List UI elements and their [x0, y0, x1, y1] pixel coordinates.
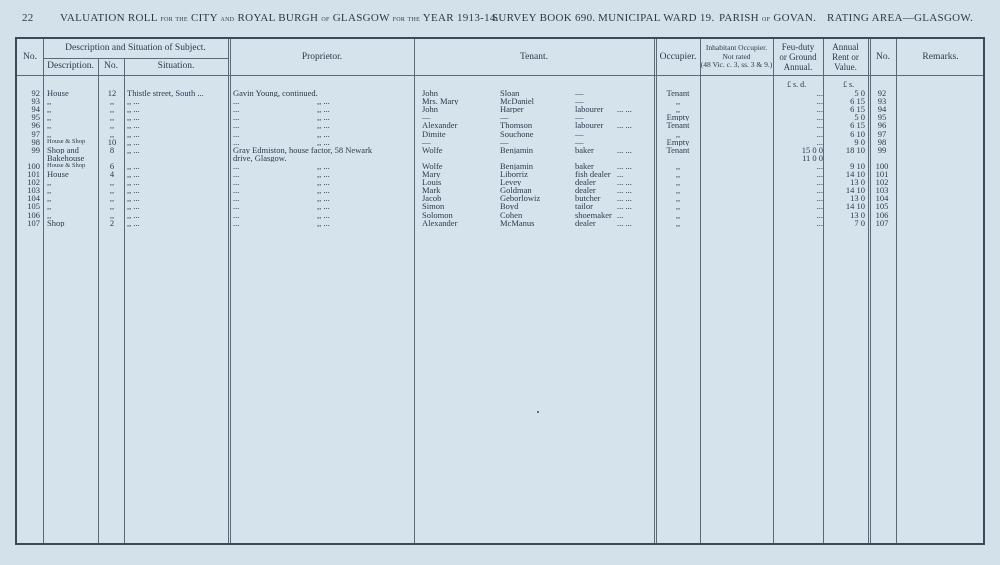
row-no: 100	[27, 161, 40, 170]
row-no: 94	[31, 105, 40, 114]
row-ts: Harper	[500, 105, 524, 114]
row-no2: 107	[875, 218, 889, 227]
row-occ2: ... ...	[617, 202, 632, 211]
row-sit: ,, ...	[127, 210, 140, 219]
row-no2: 97	[877, 129, 887, 138]
rent-line: Rent or	[832, 52, 859, 62]
row-no: 106	[27, 210, 40, 219]
row-dno: 4	[109, 170, 115, 178]
row-status: ,,	[675, 129, 681, 138]
row-status: ,,	[675, 105, 681, 114]
rating-area: RATING AREA—GLASGOW.	[827, 12, 974, 24]
row-dno: 2	[109, 218, 115, 227]
row-desc: House & Shop	[47, 137, 86, 145]
row-prop: ...	[233, 97, 240, 106]
row-feu: ...	[816, 89, 823, 97]
row-pq: ,, ...	[317, 186, 330, 195]
row-tf: John	[422, 89, 439, 97]
col-desc-no: No.	[104, 61, 118, 71]
row-prop: ...	[233, 121, 240, 130]
row-feu: ...	[816, 178, 823, 187]
row-no2: 101	[875, 170, 889, 178]
table-row	[17, 202, 983, 210]
rent-currency-head: £ s.	[843, 80, 855, 89]
row-sit: ,, ...	[127, 202, 140, 211]
row-sit: ,, ...	[127, 170, 140, 178]
row-sit: ,, ...	[127, 178, 140, 187]
row-no: 92	[31, 89, 40, 97]
row-prop: Gavin Young, continued.	[233, 89, 318, 97]
row-pq: ,, ...	[317, 202, 330, 211]
parish-part: of	[761, 14, 771, 23]
row-dno: ,,	[109, 113, 115, 122]
row-tf: Mark	[422, 186, 441, 195]
row-pq: ,, ...	[317, 129, 330, 138]
row-ts: —	[500, 137, 509, 146]
title-part: VALUATION ROLL	[60, 12, 158, 24]
col-tenant: Tenant.	[519, 51, 549, 62]
row-occ: dealer	[575, 178, 596, 187]
row-rent: 6 15	[850, 97, 865, 106]
row-sit: ,, ...	[127, 121, 140, 130]
row-desc: ,,	[47, 97, 52, 106]
row-prop: ...	[233, 129, 240, 138]
row-status: ,,	[675, 178, 681, 187]
row-tf: Alexander	[422, 218, 458, 227]
valuation-ledger	[15, 37, 985, 545]
row-ts: Benjamin	[500, 145, 534, 154]
inhabitant-line: (48 Vic. c. 3, ss. 3 & 9.)	[700, 60, 773, 70]
row-desc: ,,	[47, 105, 52, 114]
title-part: CITY	[190, 12, 218, 24]
row-no: 104	[27, 194, 40, 203]
row-feu: ...	[816, 186, 823, 195]
title-part: GLASGOW	[332, 12, 390, 24]
table-row	[17, 186, 983, 194]
table-row	[17, 113, 983, 121]
title-part: for the	[392, 14, 421, 23]
row-prop: Gray Edmiston, house factor, 58 Newark	[233, 145, 373, 154]
row-sit: Thistle street, South ...	[127, 89, 204, 97]
row-pq: ,, ...	[317, 178, 330, 187]
row-rent: 14 10	[845, 170, 865, 178]
row-occ2: ... ...	[617, 186, 632, 195]
row-ts: Thomson	[500, 121, 533, 130]
parish-part: GOVAN.	[773, 12, 817, 24]
row-rent: 6 10	[850, 129, 865, 138]
row-status: ,,	[675, 97, 681, 106]
row-occ: butcher	[575, 194, 601, 203]
row-occ: —	[575, 89, 584, 97]
row-occ: baker	[575, 145, 594, 154]
row-rent: 7 0	[854, 218, 865, 227]
row-rent: 18 10	[845, 145, 865, 154]
table-row	[17, 194, 983, 202]
row-no2: 98	[877, 137, 887, 146]
row-occ2: ...	[617, 210, 624, 219]
row-prop: ...	[233, 170, 240, 178]
page-header	[22, 12, 982, 30]
row-desc: ,,	[47, 178, 52, 187]
row-sit: ,, ...	[127, 105, 140, 114]
row-prop: drive, Glasgow.	[233, 153, 287, 162]
row-prop: ...	[233, 218, 240, 227]
row-no: 102	[27, 178, 40, 187]
row-occ2: ...	[617, 170, 624, 178]
row-feu: ...	[816, 161, 823, 170]
row-ts: Souchone	[500, 129, 534, 138]
row-sit: ,, ...	[127, 186, 140, 195]
row-sit: ,, ...	[127, 129, 140, 138]
title-part: of	[321, 14, 330, 23]
row-no: 103	[27, 186, 40, 195]
row-occ: —	[575, 113, 584, 122]
row-occ2: ... ...	[617, 218, 632, 227]
row-status: ,,	[675, 194, 681, 203]
row-rent: 13 0	[850, 178, 865, 187]
row-occ: shoemaker	[575, 210, 612, 219]
row-ts: Cohen	[500, 210, 523, 219]
row-rent: 14 10	[845, 186, 865, 195]
header-rule	[17, 75, 983, 76]
roll-title	[60, 12, 499, 24]
row-ts: Geborlowiz	[500, 194, 541, 203]
row-feu: ...	[816, 210, 823, 219]
table-row	[17, 219, 983, 227]
row-ts: McDaniel	[500, 97, 534, 106]
row-occ: dealer	[575, 186, 596, 195]
feu-line: Feu-duty	[781, 42, 815, 52]
row-status: Tenant	[666, 145, 690, 154]
row-occ2: ... ...	[617, 145, 632, 154]
title-part: and	[220, 14, 235, 23]
row-desc: Shop and	[47, 145, 79, 154]
table-row	[17, 178, 983, 186]
row-occ: dealer	[575, 218, 596, 227]
row-tf: Louis	[422, 178, 442, 187]
row-rent: 5 0	[854, 113, 865, 122]
row-tf: Alexander	[422, 121, 458, 130]
row-occ: —	[575, 129, 584, 138]
row-dno: ,,	[109, 186, 115, 195]
row-desc: ,,	[47, 202, 52, 211]
row-no: 97	[31, 129, 40, 138]
row-prop: ...	[233, 178, 240, 187]
row-sit: ,, ...	[127, 137, 140, 146]
row-rent: 5 0	[854, 89, 865, 97]
page-number: 22	[22, 12, 34, 24]
row-feu: ...	[816, 113, 823, 122]
row-status: ,,	[675, 161, 681, 170]
col-situation: Situation.	[157, 61, 195, 71]
table-row	[17, 146, 983, 154]
row-feu: ...	[816, 129, 823, 138]
row-tf: Wolfe	[422, 161, 443, 170]
table-row	[17, 170, 983, 178]
table-row	[17, 138, 983, 146]
row-dno: ,,	[109, 105, 115, 114]
row-feu: ...	[816, 121, 823, 130]
title-part: for the	[160, 14, 188, 23]
row-no2: 104	[875, 194, 889, 203]
row-pq: ,, ...	[317, 218, 330, 227]
row-desc: Bakehouse	[47, 153, 85, 162]
row-sit: ,, ...	[127, 113, 140, 122]
row-dno: ,,	[109, 178, 115, 187]
inhabitant-line: Not rated	[722, 51, 751, 61]
rent-line: Value.	[834, 62, 857, 72]
ink-dot	[537, 411, 539, 413]
row-occ2: ... ...	[617, 194, 632, 203]
row-pq: ,, ...	[317, 105, 330, 114]
row-no2: 93	[877, 97, 887, 106]
row-feu: ...	[816, 170, 823, 178]
table-row	[17, 154, 983, 162]
row-rent: 6 15	[850, 105, 865, 114]
row-prop: ...	[233, 186, 240, 195]
row-desc: ,,	[47, 113, 52, 122]
row-tf: Dimite	[422, 129, 446, 138]
row-dno: 6	[109, 161, 115, 170]
table-row	[17, 89, 983, 97]
row-ts: Benjamin	[500, 161, 534, 170]
row-tf: John	[422, 105, 439, 114]
row-occ: tailor	[575, 202, 593, 211]
title-part: YEAR 1913-14.	[422, 12, 499, 24]
row-feu: ...	[816, 105, 823, 114]
col-no-right: No.	[876, 51, 890, 62]
row-occ2: ... ...	[617, 178, 632, 187]
survey-book: SURVEY BOOK 690.	[492, 12, 596, 24]
table-row	[17, 130, 983, 138]
row-no2: 103	[875, 186, 889, 195]
col-annual-rent	[823, 41, 868, 73]
row-occ: labourer	[575, 105, 604, 114]
row-pq: ,, ...	[317, 210, 330, 219]
row-status: ,,	[675, 210, 681, 219]
feu-currency-head: £ s. d.	[787, 80, 807, 89]
row-prop: ...	[233, 202, 240, 211]
row-sit: ,, ...	[127, 194, 140, 203]
row-occ2: ... ...	[617, 105, 632, 114]
row-sit: ,, ...	[127, 97, 140, 106]
row-prop: ...	[233, 105, 240, 114]
row-occ: fish dealer	[575, 170, 611, 178]
col-description-group: Description and Situation of Subject.	[65, 43, 206, 53]
row-no: 98	[31, 137, 40, 146]
row-dno: ,,	[109, 129, 115, 138]
row-status: ,,	[675, 170, 681, 178]
row-desc: ,,	[47, 186, 52, 195]
table-row	[17, 121, 983, 129]
row-ts: Sloan	[500, 89, 520, 97]
row-no2: 105	[875, 202, 889, 211]
row-no: 101	[27, 170, 40, 178]
row-tf: Simon	[422, 202, 445, 211]
row-no2: 99	[877, 145, 887, 154]
inhabitant-line: Inhabitant Occupier.	[705, 43, 768, 53]
row-ts: —	[500, 113, 509, 122]
row-occ: —	[575, 97, 584, 106]
row-ts: Levey	[500, 178, 522, 187]
row-feu: ...	[816, 194, 823, 203]
row-feu: 11 0 0	[802, 153, 823, 162]
row-no: 93	[31, 97, 40, 106]
row-rent: 9 0	[854, 137, 865, 146]
row-dno: 8	[109, 145, 115, 154]
municipal-ward: MUNICIPAL WARD 19.	[598, 12, 715, 24]
feu-line: Annual.	[783, 62, 813, 72]
rent-line: Annual	[832, 42, 859, 52]
row-pq: ,, ...	[317, 170, 330, 178]
row-desc: House	[47, 170, 69, 178]
table-row	[17, 105, 983, 113]
row-no: 95	[31, 113, 40, 122]
row-desc: House & Shop	[47, 161, 86, 169]
row-prop: ...	[233, 113, 240, 122]
row-pq: ,, ...	[317, 113, 330, 122]
col-description: Description.	[47, 61, 94, 71]
row-status: Tenant	[666, 89, 690, 97]
row-status: Tenant	[666, 121, 690, 130]
row-tf: Jacob	[422, 194, 442, 203]
row-occ2: ... ...	[617, 161, 632, 170]
row-status: ,,	[675, 202, 681, 211]
row-dno: ,,	[109, 210, 115, 219]
row-desc: Shop	[47, 218, 65, 227]
row-feu: 15 0 0	[801, 145, 823, 154]
row-no: 107	[27, 218, 40, 227]
row-tf: Solomon	[422, 210, 453, 219]
row-pq: ,, ...	[317, 161, 330, 170]
row-dno: ,,	[109, 194, 115, 203]
row-feu: ...	[816, 97, 823, 106]
row-rent: 9 10	[850, 161, 865, 170]
col-no: No.	[23, 51, 37, 62]
row-pq: ,, ...	[317, 97, 330, 106]
row-no: 105	[27, 202, 40, 211]
row-pq: ,, ...	[317, 137, 330, 146]
row-rent: 13 0	[850, 210, 865, 219]
feu-line: or Ground	[779, 52, 817, 62]
row-occ: —	[575, 137, 584, 146]
row-no2: 95	[877, 113, 887, 122]
row-ts: Goldman	[500, 186, 532, 195]
table-row	[17, 162, 983, 170]
row-status: ,,	[675, 218, 681, 227]
row-tf: Mrs. Mary	[422, 97, 459, 106]
col-feu-duty	[773, 41, 823, 73]
row-prop: ...	[233, 210, 240, 219]
row-no2: 96	[877, 121, 887, 130]
row-tf: —	[422, 113, 431, 122]
row-feu: ...	[816, 202, 823, 211]
row-no: 99	[31, 145, 40, 154]
row-dno: ,,	[109, 97, 115, 106]
row-rent: 14 10	[845, 202, 865, 211]
col-proprietor: Proprietor.	[301, 51, 343, 62]
row-dno: 10	[107, 137, 117, 146]
row-tf: Wolfe	[422, 145, 443, 154]
row-status: Empty	[666, 137, 690, 146]
row-sit: ,, ...	[127, 218, 140, 227]
row-no2: 106	[875, 210, 889, 219]
title-part: ROYAL BURGH	[237, 12, 319, 24]
row-no2: 102	[875, 178, 889, 187]
table-row	[17, 211, 983, 219]
col-occupier: Occupier.	[659, 51, 697, 62]
row-tf: Mary	[422, 170, 441, 178]
row-occ: baker	[575, 161, 594, 170]
row-rent: 13 0	[850, 194, 865, 203]
row-ts: McManus	[500, 218, 535, 227]
row-no2: 100	[875, 161, 889, 170]
row-sit: ,, ...	[127, 145, 140, 154]
row-ts: Boyd	[500, 202, 519, 211]
row-prop: ...	[233, 161, 240, 170]
row-desc: ,,	[47, 121, 52, 130]
col-inhabitant	[700, 41, 773, 73]
row-pq: ,, ...	[317, 194, 330, 203]
row-pq: ,, ...	[317, 121, 330, 130]
row-desc: ,,	[47, 129, 52, 138]
row-occ2: ... ...	[617, 121, 632, 130]
row-desc: ,,	[47, 194, 52, 203]
col-remarks: Remarks.	[922, 51, 959, 62]
row-prop: ...	[233, 194, 240, 203]
row-dno: 12	[107, 89, 117, 97]
row-feu: ...	[816, 218, 823, 227]
row-sit: ,, ...	[127, 161, 140, 170]
parish-part: PARISH	[719, 12, 759, 24]
row-dno: ,,	[109, 121, 115, 130]
row-occ: labourer	[575, 121, 604, 130]
row-status: ,,	[675, 186, 681, 195]
row-tf: —	[422, 137, 431, 146]
row-desc: House	[47, 89, 69, 97]
row-dno: ,,	[109, 202, 115, 211]
row-no2: 94	[877, 105, 887, 114]
row-ts: Liborriz	[500, 170, 528, 178]
row-status: Empty	[666, 113, 690, 122]
row-no: 96	[31, 121, 40, 130]
row-no2: 92	[877, 89, 887, 97]
row-prop: ...	[233, 137, 240, 146]
parish	[719, 12, 816, 24]
row-desc: ,,	[47, 210, 52, 219]
row-feu: ...	[816, 137, 823, 146]
row-rent: 6 15	[850, 121, 865, 130]
table-row	[17, 97, 983, 105]
